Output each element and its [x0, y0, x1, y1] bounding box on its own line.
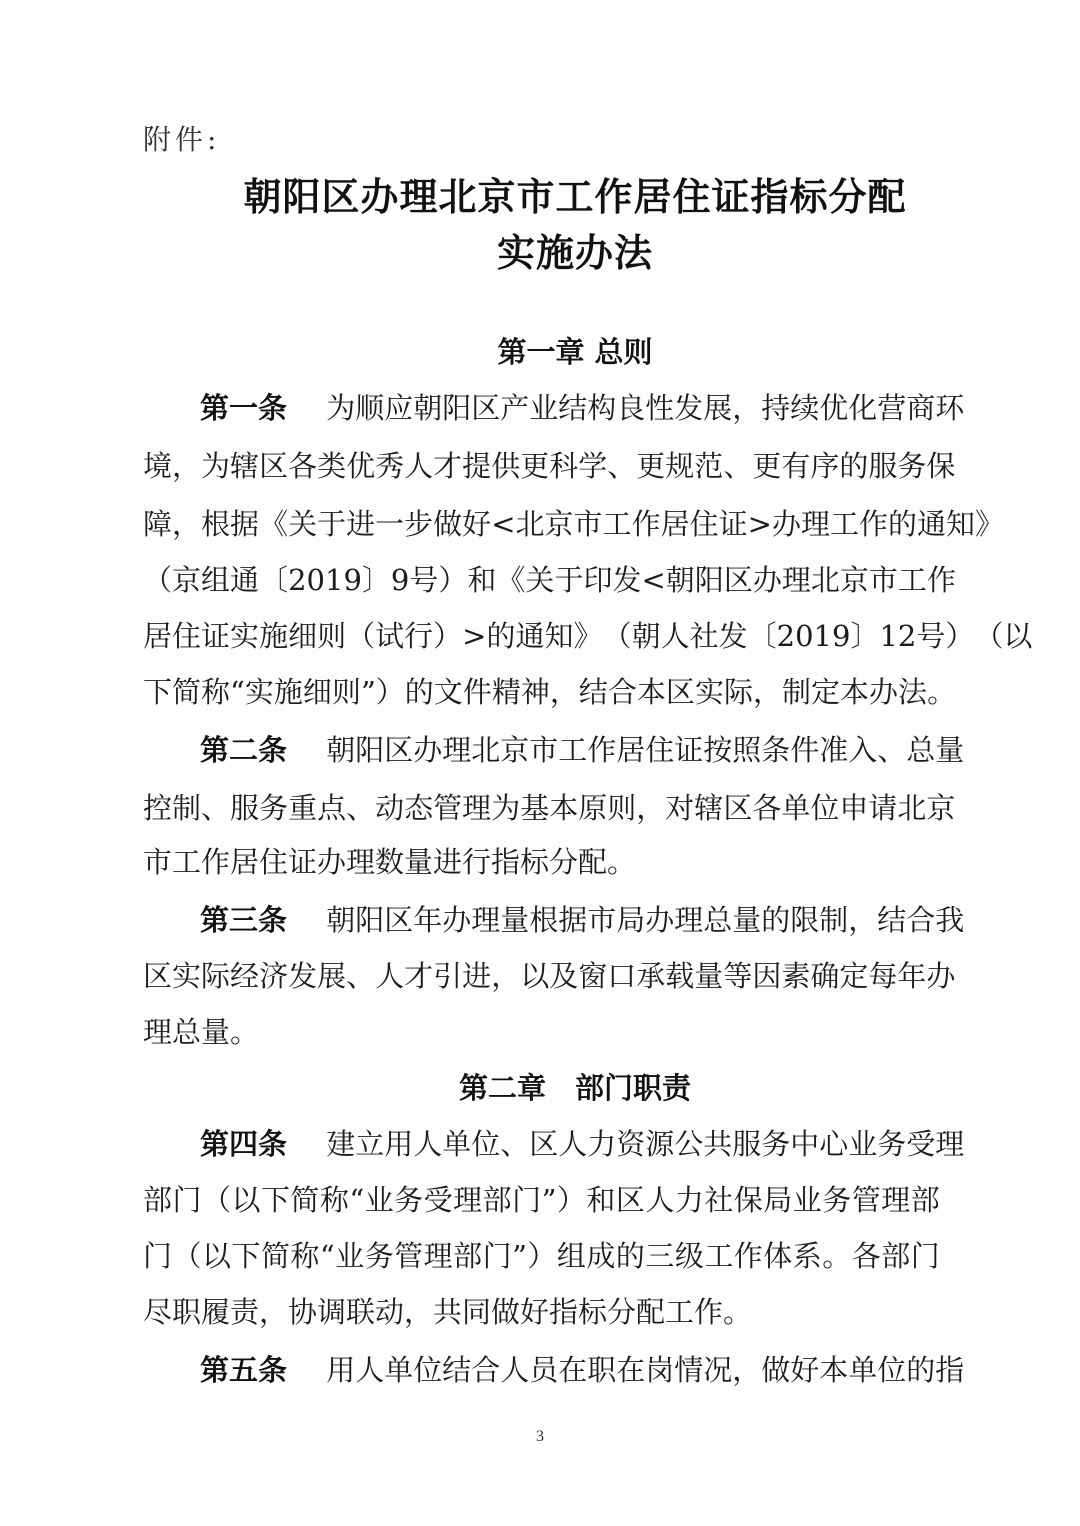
article-4-line-4: 尽职履责，协调联动，共同做好指标分配工作。	[143, 1295, 753, 1329]
page-number: 3	[536, 1428, 544, 1445]
article-1-first-line	[200, 386, 965, 430]
article-3-line-3: 理总量。	[143, 1015, 260, 1049]
article-4-line-2: 部 门 （ 以 下 简 称 “ 业 务 受 理 部 门 ” ） 和 区 人 力 社 保 局 业 务 管 理 部	[143, 1183, 940, 1217]
article-1-line-2: 境 ， 为 辖 区 各 类 优 秀 人 才 提 供 更 科 学 、 更 规 范 、 更 有 序 的 服 务 保	[143, 449, 956, 483]
chapter-heading-2: 第二章 部门职责	[458, 1071, 691, 1105]
article-3-first-line	[200, 898, 965, 942]
article-3-label: 第三条	[200, 903, 288, 937]
article-4-line-1: 建立用人单位、区人力资源公共服务中心业务受理	[326, 1127, 965, 1161]
attachment-label: 附件:	[143, 123, 221, 156]
article-5-first-line	[200, 1348, 965, 1392]
document-title-line-2: 实施办法	[496, 230, 653, 275]
article-2-line-3: 市工作居住证办理数量进行指标分配。	[143, 845, 637, 879]
article-2-line-2: 控 制 、 服 务 重 点 、 动 态 管 理 为 基 本 原 则 ， 对 辖 区 各 单 位 申 请 北 京	[143, 791, 956, 825]
article-2-first-line	[200, 728, 965, 772]
article-1-line-5: 居 住 证 实 施 细 则 （ 试 行 ） > 的 通 知 》 （ 朝 人 社 发 〔 2 0 1 9 〕 1 2 号 ） （ 以	[143, 619, 1033, 653]
article-5-label: 第五条	[200, 1353, 288, 1387]
article-2-line-1: 朝阳区办理北京市工作居住证按照条件准入、总量	[326, 733, 965, 767]
article-4-label: 第四条	[200, 1127, 288, 1161]
article-1-line-4: （ 京 组 通 〔 2 0 1 9 〕 9 号 ） 和 《 关 于 印 发 < 朝 阳 区 办 理 北 京 市 工 作	[143, 563, 956, 597]
article-1-line-1: 为顺应朝阳区产业结构良性发展，持续优化营商环	[326, 391, 965, 425]
article-4-line-3: 门 （ 以 下 简 称 “ 业 务 管 理 部 门 ” ） 组 成 的 三 级 工 作 体 系 。 各 部 门	[143, 1239, 940, 1273]
document-title-line-1: 朝阳区办理北京市工作居住证指标分配	[243, 174, 907, 219]
article-1-label: 第一条	[200, 391, 288, 425]
article-3-line-2: 区 实 际 经 济 发 展 、 人 才 引 进 ， 以 及 窗 口 承 载 量 等 因 素 确 定 每 年 办	[143, 959, 956, 993]
article-2-label: 第二条	[200, 733, 288, 767]
article-1-line-6: 下 简 称 “ 实 施 细 则 ” ） 的 文 件 精 神 ， 结 合 本 区 实 际 ， 制 定 本 办 法 。	[143, 675, 957, 709]
article-4-first-line	[200, 1122, 965, 1166]
article-1-line-3: 障 ， 根 据 《 关 于 进 一 步 做 好 < 北 京 市 工 作 居 住 证 > 办 理 工 作 的 通 知 》	[143, 507, 1005, 541]
article-5-line-1: 用人单位结合人员在职在岗情况，做好本单位的指	[326, 1353, 965, 1387]
chapter-heading-1: 第一章 总则	[497, 335, 653, 369]
article-3-line-1: 朝阳区年办理量根据市局办理总量的限制，结合我	[326, 903, 965, 937]
